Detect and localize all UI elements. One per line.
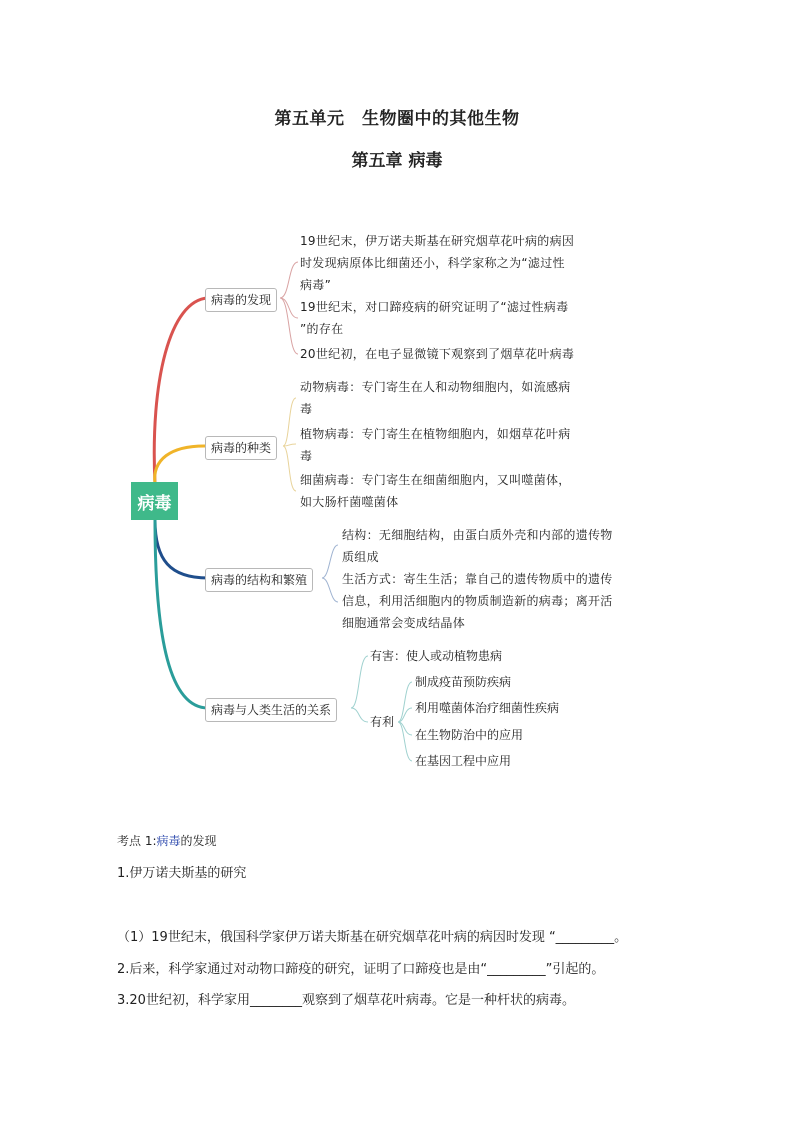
leaf-structure-1: 结构：无细胞结构，由蛋白质外壳和内部的遗传物 质组成 — [342, 528, 613, 564]
leaf-benefit-label: 有利 — [370, 715, 395, 729]
kaodian-prefix: 考点 1: — [117, 834, 157, 848]
leaf-types-1: 动物病毒：专门寄生在人和动物细胞内，如流感病 毒 — [300, 380, 571, 416]
kaodian-heading — [117, 832, 217, 849]
leaf-connector — [280, 298, 298, 318]
connector-types — [155, 446, 208, 484]
leaf-connector — [322, 578, 338, 602]
leaf-structure-2: 生活方式：寄生生活；靠自己的遗传物质中的遗传 信息，利用活细胞内的物质制造新的病毒；离开活 细胞通常会变成结晶体 — [342, 572, 613, 630]
leaf-types-3: 细菌病毒：专门寄生在细菌细胞内，又叫噬菌体， 如大肠杆菌噬菌体 — [300, 473, 571, 509]
leaf-types-2: 植物病毒：专门寄生在植物细胞内，如烟草花叶病 毒 — [300, 427, 571, 463]
leaf-benefit-1: 制成疫苗预防疾病 — [415, 675, 512, 689]
leaf-connector — [351, 656, 368, 708]
branch-types: 病毒的种类 — [205, 436, 277, 460]
question-line-1: （1）19世纪末，俄国科学家伊万诺夫斯基在研究烟草花叶病的病因时发现 “_________。 — [117, 930, 628, 945]
leaf-discovery-2: 19世纪末，对口蹄疫病的研究证明了“滤过性病毒 ”的存在 — [300, 300, 569, 336]
chapter-title: 第五章 病毒 — [351, 151, 443, 171]
leaf-discovery-3: 20世纪初，在电子显微镜下观察到了烟草花叶病毒 — [300, 347, 575, 361]
kaodian-topic-highlight: 病毒 — [156, 834, 181, 848]
leaf-connector — [322, 545, 338, 578]
connector-structure — [155, 520, 208, 578]
leaf-benefit-3: 在生物防治中的应用 — [415, 728, 524, 742]
question-line-2: 2.后来，科学家通过对动物口蹄疫的研究，证明了口蹄疫也是由“_________”引起的。 — [117, 962, 605, 977]
branch-structure: 病毒的结构和繁殖 — [205, 568, 313, 592]
leaf-connector — [283, 446, 296, 491]
question-line-3: 3.20世纪初，科学家用________观察到了烟草花叶病毒。它是一种杆状的病毒。 — [117, 993, 575, 1008]
leaf-benefit-4: 在基因工程中应用 — [415, 754, 512, 768]
branch-relation: 病毒与人类生活的关系 — [205, 698, 337, 722]
branch-discovery: 病毒的发现 — [205, 288, 277, 312]
section-line-1: 1.伊万诺夫斯基的研究 — [117, 866, 247, 881]
leaf-connector — [398, 682, 412, 722]
mind-map-root: 病毒 — [131, 482, 178, 520]
leaf-connector — [280, 262, 298, 298]
leaf-connector — [398, 722, 412, 761]
connector-relation — [155, 520, 208, 708]
leaf-discovery-1: 19世纪末，伊万诺夫斯基在研究烟草花叶病的病因 时发现病原体比细菌还小，科学家称之为“滤过性 病毒” — [300, 234, 575, 292]
leaf-connector — [351, 708, 368, 722]
connector-discovery — [154, 298, 208, 484]
leaf-connector — [280, 298, 298, 354]
leaf-harm: 有害：使人或动植物患病 — [370, 649, 503, 663]
leaf-connector — [283, 398, 296, 446]
kaodian-topic: 的发现 — [180, 834, 217, 848]
leaf-benefit-2: 利用噬菌体治疗细菌性疾病 — [415, 701, 560, 715]
unit-title: 第五单元 生物圈中的其他生物 — [274, 109, 520, 129]
